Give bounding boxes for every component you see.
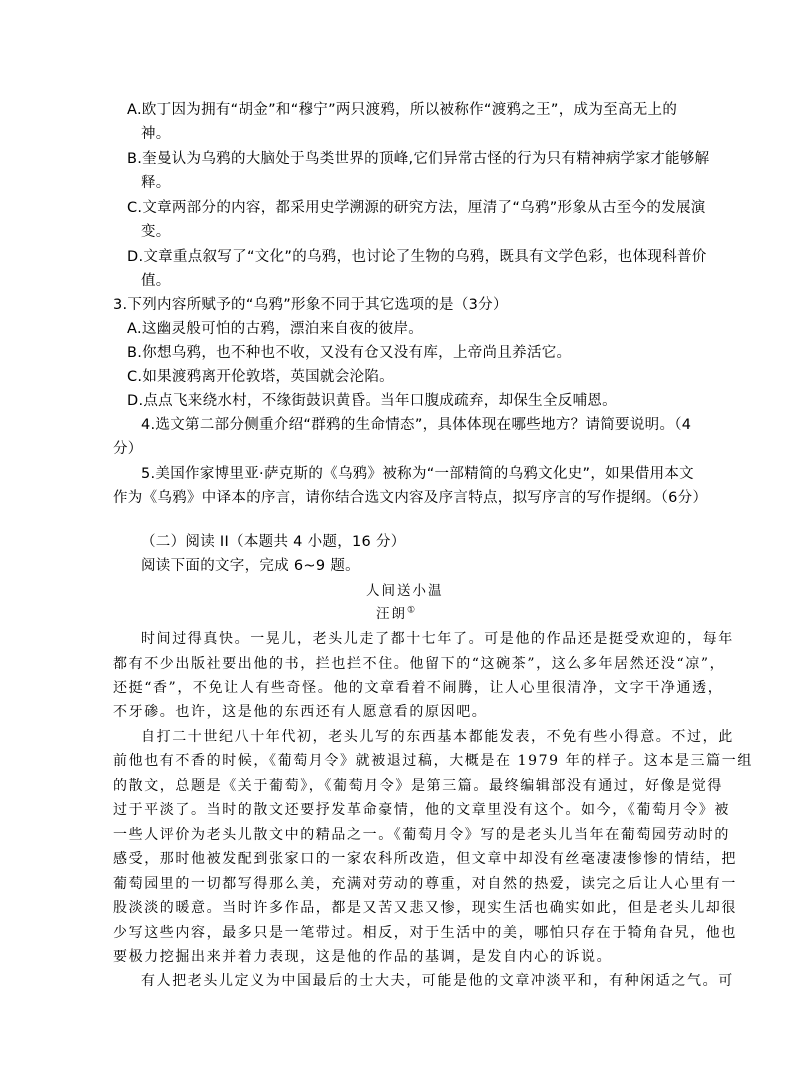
- q5-line1: 5.美国作家博里亚·萨克斯的《乌鸦》被称为“一部精简的乌鸦文化史”，如果借用本文: [141, 466, 694, 482]
- para2-line9: 少写这些内容，最多只是一笔带过。相反，对于生活中的美，哪怕只存在于犄角旮旯，他也: [113, 925, 737, 941]
- para2-line10: 要极力挖掘出来并着力表现，这是他的作品的基调，是发自内心的诉说。: [113, 949, 613, 965]
- q3-option-a: A.这幽灵般可怕的古鸦，漂泊来自夜的彼岸。: [127, 321, 424, 337]
- article-title: 人间送小温: [366, 583, 444, 599]
- q2-option-d-line2: 值。: [141, 273, 171, 289]
- q4-line1: 4.选文第二部分侧重介绍“群鸦的生命情态”，具体体现在哪些地方？请简要说明。（4: [141, 417, 692, 433]
- para2-line1: 自打二十世纪八十年代初，老头儿写的东西基本都能发表，不免有些小得意。不过，此: [141, 729, 734, 745]
- q2-option-c-line2: 变。: [141, 224, 171, 240]
- q2-option-a-line1: A.欧丁因为拥有“胡金”和“穆宁”两只渡鸦，所以被称作“渡鸦之王”，成为至高无上的: [127, 102, 678, 118]
- q2-option-c-line1: C.文章两部分的内容，都采用史学溯源的研究方法，厘清了“乌鸦”形象从古至今的发展演: [127, 200, 706, 216]
- q3-option-b: B.你想乌鸦，也不种也不收，又没有仓又没有库，上帝尚且养活它。: [127, 345, 572, 361]
- para1-line3: 还挺“香”，不免让人有些奇怪。他的文章看着不闹腾，让人心里很清净，文字干净通透，: [113, 680, 724, 696]
- q5-line2: 作为《乌鸦》中译本的序言，请你结合选文内容及序言特点，拟写序言的写作提纲。（6分）: [113, 490, 708, 506]
- para2-line2: 前他也有不香的时候，《葡萄月令》就被退过稿，大概是在 1979 年的样子。这本是三篇一组: [113, 753, 753, 769]
- para2-line6: 感受，那时他被发配到张家口的一家农科所改造，但文章中却没有丝毫凄凄惨惨的情结，把: [113, 851, 737, 867]
- para3-line1: 有人把老头儿定义为中国最后的士大夫，可能是他的文章冲淡平和，有种闲适之气。可: [141, 973, 734, 989]
- author-name: 汪朗: [376, 606, 407, 622]
- q2-option-b-line1: B.奎曼认为乌鸦的大脑处于鸟类世界的顶峰,它们异常古怪的行为只有精神病学家才能够解: [127, 151, 710, 167]
- section2-instruction: 阅读下面的文字，完成 6~9 题。: [141, 558, 360, 574]
- section2-heading: （二）阅读 II（本题共 4 小题，16 分）: [141, 534, 406, 550]
- q2-option-d-line1: D.文章重点叙写了“文化”的乌鸦，也讨论了生物的乌鸦，既具有文学色彩，也体现科普价: [127, 249, 707, 265]
- q3-option-c: C.如果渡鸦离开伦敦塔，英国就会沦陷。: [127, 369, 394, 385]
- para1-line4: 不牙碜。也许，这是他的东西还有人愿意看的原因吧。: [113, 704, 488, 720]
- q3-option-d: D.点点飞来绕水村，不缘街鼓识黄昏。当年口腹成疏弃，却保生全反哺恩。: [127, 393, 617, 409]
- q4-line2: 分）: [113, 441, 143, 457]
- para2-line3: 的散文，总题是《关于葡萄》，《葡萄月令》是第三篇。最终编辑部没有通过，好像是觉得: [113, 778, 723, 794]
- footnote-marker: ①: [407, 605, 418, 616]
- q2-option-b-line2: 释。: [141, 175, 171, 191]
- para2-line5: 一些人评价为老头儿散文中的精品之一。《葡萄月令》写的是老头儿当年在葡萄园劳动时的: [113, 827, 730, 843]
- q2-option-a-line2: 神。: [141, 126, 171, 142]
- q3-stem: 3.下列内容所赋予的“乌鸦”形象不同于其它选项的是（3分）: [113, 297, 508, 313]
- para1-line2: 都有不少出版社要出他的书，拦也拦不住。他留下的“这碗茶”，这么多年居然还没“凉”，: [113, 656, 726, 672]
- para2-line7: 葡萄园里的一切都写得那么美，充满对劳动的尊重，对自然的热爱，读完之后让人心里有一: [113, 876, 737, 892]
- para2-line8: 股淡淡的暖意。当时许多作品，都是又苦又悲又惨，现实生活也确实如此，但是老头儿却很: [113, 900, 737, 916]
- article-author: [376, 602, 417, 626]
- para2-line4: 过于平淡了。当时的散文还要抒发革命豪情，他的文章里没有这个。如今，《葡萄月令》被: [113, 802, 730, 818]
- para1-line1: 时间过得真快。一晃儿，老头儿走了都十七年了。可是他的作品还是挺受欢迎的，每年: [141, 631, 734, 647]
